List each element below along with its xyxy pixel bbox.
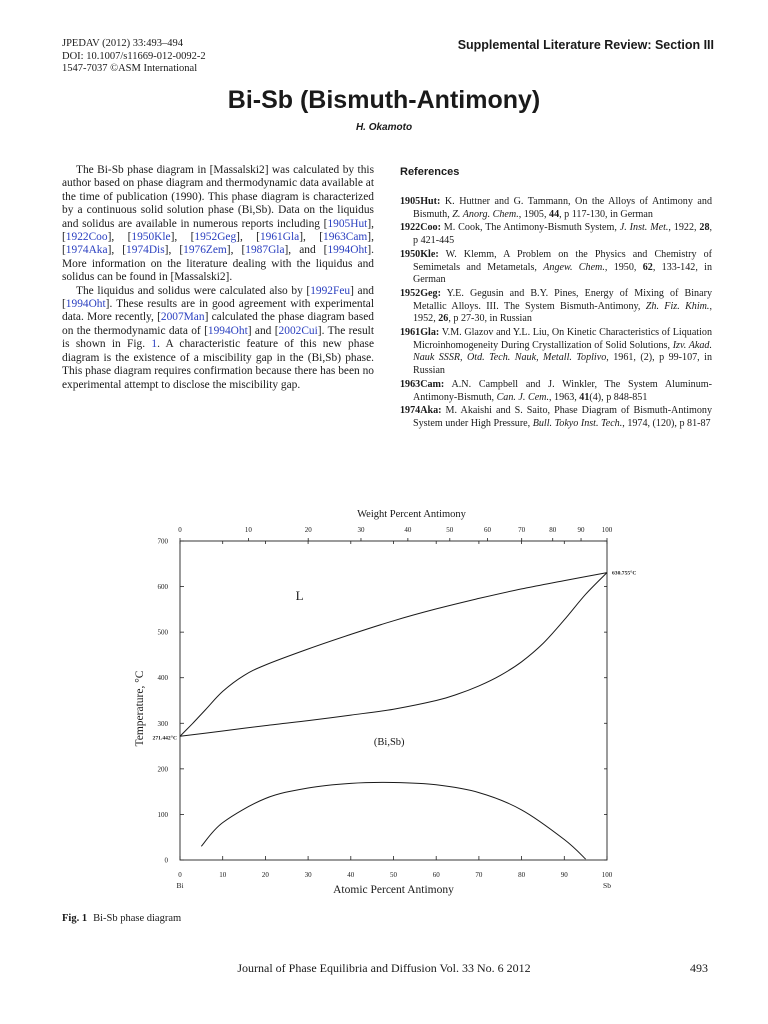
x-tick-label: 20	[261, 871, 269, 879]
body-text-run: ], [	[226, 244, 246, 257]
reference-text: 28	[699, 222, 710, 234]
reference-text: , 1963,	[549, 391, 580, 403]
body-text-run: ], [	[62, 231, 374, 257]
footer-journal: Journal of Phase Equilibria and Diffusion Vol. 33 No. 6 2012	[237, 961, 531, 975]
top-tick-label: 90	[577, 526, 585, 534]
x-tick-label: 90	[560, 871, 568, 879]
citation-link[interactable]: 1963Cam	[323, 231, 368, 244]
paragraph-1	[62, 164, 374, 285]
reference-item	[400, 288, 712, 326]
y-tick-label: 700	[157, 537, 168, 546]
phase-diagram-chart	[0, 495, 768, 905]
endpoint-label-bi: Bi	[176, 881, 184, 890]
x-tick-label: 40	[347, 871, 355, 879]
references-heading: References	[400, 166, 460, 178]
sb-melting-annotation: 630.755°C	[612, 570, 637, 577]
reference-text: , p 117-130, in German	[559, 208, 653, 220]
body-text-run: ], [	[299, 231, 323, 244]
body-text-run: ], [	[164, 244, 184, 257]
reference-item	[400, 196, 712, 221]
body-text-run: ], [	[236, 231, 260, 244]
citation-link[interactable]: 1	[151, 338, 158, 351]
reference-item	[400, 222, 712, 247]
reference-text: , 1961, (2), p 99-107, in Russian	[413, 352, 712, 377]
body-text-run: ] calculated the phase diagram based on the thermodynamic data of [	[62, 311, 374, 337]
citation-link[interactable]: 1974Dis	[126, 244, 165, 257]
y-tick-label: 500	[157, 628, 168, 637]
journal-meta	[62, 38, 206, 76]
x-tick-label: 70	[475, 871, 483, 879]
reference-key: 1952Geg:	[400, 287, 441, 299]
reference-text: M. Cook, The Antimony-Bismuth System,	[440, 222, 620, 234]
body-text-run: ] and [	[62, 284, 374, 311]
article-title: Bi-Sb (Bismuth-Antimony)	[227, 86, 541, 114]
citation-link[interactable]: 1905Hut	[327, 217, 368, 230]
body-text-run: ], [	[107, 244, 127, 257]
reference-text: K. Huttner and G. Tammann, On the Alloys of Antimony and Bismuth,	[413, 196, 712, 220]
reference-text: Can. J. Cem.	[496, 391, 549, 403]
top-tick-label: 70	[518, 526, 526, 534]
endpoint-label-sb: Sb	[603, 881, 611, 890]
caption-label: Fig. 1	[62, 913, 88, 924]
reference-key: 1922Coo:	[400, 222, 441, 234]
phase-label-liquid: L	[295, 588, 304, 604]
body-text-run: ]. More information on the literature dealing with the liquidus and solidus can be found in [Massalski2].	[62, 244, 374, 284]
page-number: 493	[690, 961, 708, 975]
reference-key: 1961Gla:	[400, 327, 440, 339]
reference-key: 1974Aka:	[400, 405, 442, 417]
citation-link[interactable]: 1961Gla	[259, 231, 300, 244]
top-axis-label: Weight Percent Antimony	[357, 509, 466, 520]
top-tick-label: 100	[601, 526, 613, 534]
body-text-run: ], [	[62, 217, 374, 244]
caption-text: Bi-Sb phase diagram	[93, 913, 182, 924]
top-tick-label: 60	[484, 526, 492, 534]
figure-caption	[62, 913, 181, 924]
x-tick-label: 10	[219, 871, 227, 879]
reference-text: , p 421-445	[413, 222, 713, 247]
reference-text: 41	[579, 391, 590, 403]
x-axis-label: Atomic Percent Antimony	[333, 884, 454, 896]
body-text-run: The liquidus and solidus were calculated also by [	[76, 284, 311, 297]
citation-link[interactable]: 2007Man	[160, 311, 205, 324]
citation-link[interactable]: 1987Gla	[245, 244, 285, 257]
top-tick-label: 10	[244, 526, 252, 534]
plot-frame	[180, 541, 607, 860]
references-list	[400, 196, 712, 432]
reference-text: Y.E. Gegusin and B.Y. Pines, Energy of Mixing of Binary Metallic Alloys. III. The System Bismuth-Antimony,	[413, 287, 712, 312]
body-text-run: ], [	[107, 231, 132, 244]
author: H. Okamoto	[355, 122, 413, 133]
reference-key: 1905Hut:	[400, 196, 441, 207]
reference-key: 1963Cam:	[400, 378, 445, 390]
body-text-run: ]. The result is shown in Fig.	[62, 324, 374, 351]
citation-link[interactable]: 1994Oht	[207, 324, 248, 337]
reference-text: Z. Anorg. Chem.	[452, 208, 519, 220]
reference-text: 26	[438, 313, 449, 325]
citation-link[interactable]: 1974Aka	[65, 244, 108, 257]
reference-text: V.M. Glazov and Y.L. Liu, On Kinetic Characteristics of Liquation Microinhomogeneity During Crystallization of Solid Solutions,	[413, 327, 712, 351]
citation-link[interactable]: 1992Feu	[310, 284, 351, 297]
y-tick-label: 600	[157, 583, 168, 592]
reference-item	[400, 405, 712, 430]
y-axis-label: Temperature, °C	[134, 670, 146, 747]
citation-link[interactable]: 1994Oht	[327, 244, 368, 257]
x-tick-label: 100	[601, 871, 613, 879]
citation-link[interactable]: 2002Cui	[278, 324, 318, 337]
reference-text: 62	[642, 261, 653, 273]
reference-item	[400, 379, 712, 404]
body-text	[62, 164, 374, 392]
reference-item	[400, 327, 712, 378]
citation-link[interactable]: 1952Geg	[194, 231, 237, 244]
top-tick-label: 30	[357, 526, 365, 534]
reference-text: , 1905,	[518, 208, 550, 220]
reference-text: , 1974, (120), p 81-87	[622, 417, 711, 429]
meta-line: DOI: 10.1007/s11669-012-0092-2	[62, 50, 206, 62]
section-title: Supplemental Literature Review: Section III	[457, 38, 714, 52]
miscibility-gap-curve	[201, 782, 585, 859]
body-text-run: . A characteristic feature of this new phase diagram is the existence of a miscibility gap in the (Bi,Sb) phase. This phase diagram requires confirmation because there has been no experimental attempt to disclose the miscibility gap.	[62, 338, 374, 391]
reference-text: , 1950,	[604, 261, 643, 273]
x-tick-label: 50	[390, 871, 397, 879]
reference-text: , 1952,	[413, 300, 712, 325]
meta-line: JPEDAV (2012) 33:493–494	[62, 38, 183, 49]
reference-text: M. Akaishi and S. Saito, Phase Diagram of Bismuth-Antimony System under High Pressure,	[413, 405, 712, 429]
liquidus-curve	[180, 573, 607, 737]
x-tick-label: 80	[518, 871, 526, 879]
citation-link[interactable]: 1922Coo	[65, 231, 108, 244]
x-tick-label: 30	[304, 871, 312, 879]
y-tick-label: 300	[157, 719, 168, 728]
solidus-curve	[180, 573, 607, 737]
paragraph-2	[62, 285, 374, 392]
body-text-run: ], [	[170, 231, 195, 244]
citation-link[interactable]: 1976Zem	[183, 244, 227, 257]
top-tick-label: 80	[549, 526, 557, 534]
reference-key: 1950Kle:	[400, 248, 439, 260]
bi-melting-annotation: 271.442°C	[152, 735, 177, 742]
reference-text: A.N. Campbell and J. Winkler, The System Aluminum-Antimony-Bismuth,	[413, 378, 712, 403]
reference-text: , 133-142, in German	[413, 261, 713, 286]
reference-text: Izv. Akad. Nauk SSSR, Otd. Tech. Nauk, Metall. Toplivo	[413, 339, 712, 364]
reference-item	[400, 249, 712, 287]
reference-text: , p 27-30, in Russian	[448, 313, 532, 325]
x-tick-label: 0	[178, 871, 182, 879]
top-tick-label: 20	[304, 526, 312, 534]
phase-diagram-figure	[0, 495, 768, 910]
y-tick-label: 0	[164, 856, 168, 865]
body-text-run: The Bi-Sb phase diagram in [Massalski2] was calculated by this author based on phase diagram and thermodynamic data available at the time of publication (1990). This phase diagram is characterized by a continuous solid solution phase (Bi,Sb). Data on the liquidus and solidus are available in numerous reports including [	[62, 164, 374, 230]
reference-text: 44	[549, 208, 560, 220]
phase-label-solid: (Bi,Sb)	[373, 737, 405, 749]
reference-text: (4), p 848-851	[589, 391, 648, 403]
top-tick-label: 40	[404, 526, 412, 534]
x-tick-label: 60	[432, 871, 440, 879]
top-tick-label: 0	[178, 526, 182, 534]
body-text-run: ], and [	[284, 244, 328, 257]
body-text-run: ]. These results are in good agreement with experimental data. More recently, [	[62, 298, 374, 324]
reference-text: W. Klemm, A Problem on the Physics and Chemistry of Semimetals and Metametals,	[413, 248, 712, 273]
y-tick-label: 200	[157, 765, 168, 774]
body-text-run: ] and [	[247, 324, 279, 337]
top-tick-label: 50	[446, 526, 454, 534]
citation-link[interactable]: 1950Kle	[131, 231, 171, 244]
reference-text: Angew. Chem.	[543, 261, 605, 273]
reference-text: , 1922,	[668, 222, 700, 234]
y-tick-label: 100	[157, 810, 168, 819]
reference-text: Bull. Tokyo Inst. Tech.	[532, 417, 623, 429]
citation-link[interactable]: 1994Oht	[65, 298, 106, 311]
reference-text: J. Inst. Met.	[619, 222, 669, 234]
y-tick-label: 400	[157, 674, 168, 683]
meta-line: 1547-7037 ©ASM International	[62, 63, 198, 74]
reference-text: Zh. Fiz. Khim.	[645, 300, 710, 312]
